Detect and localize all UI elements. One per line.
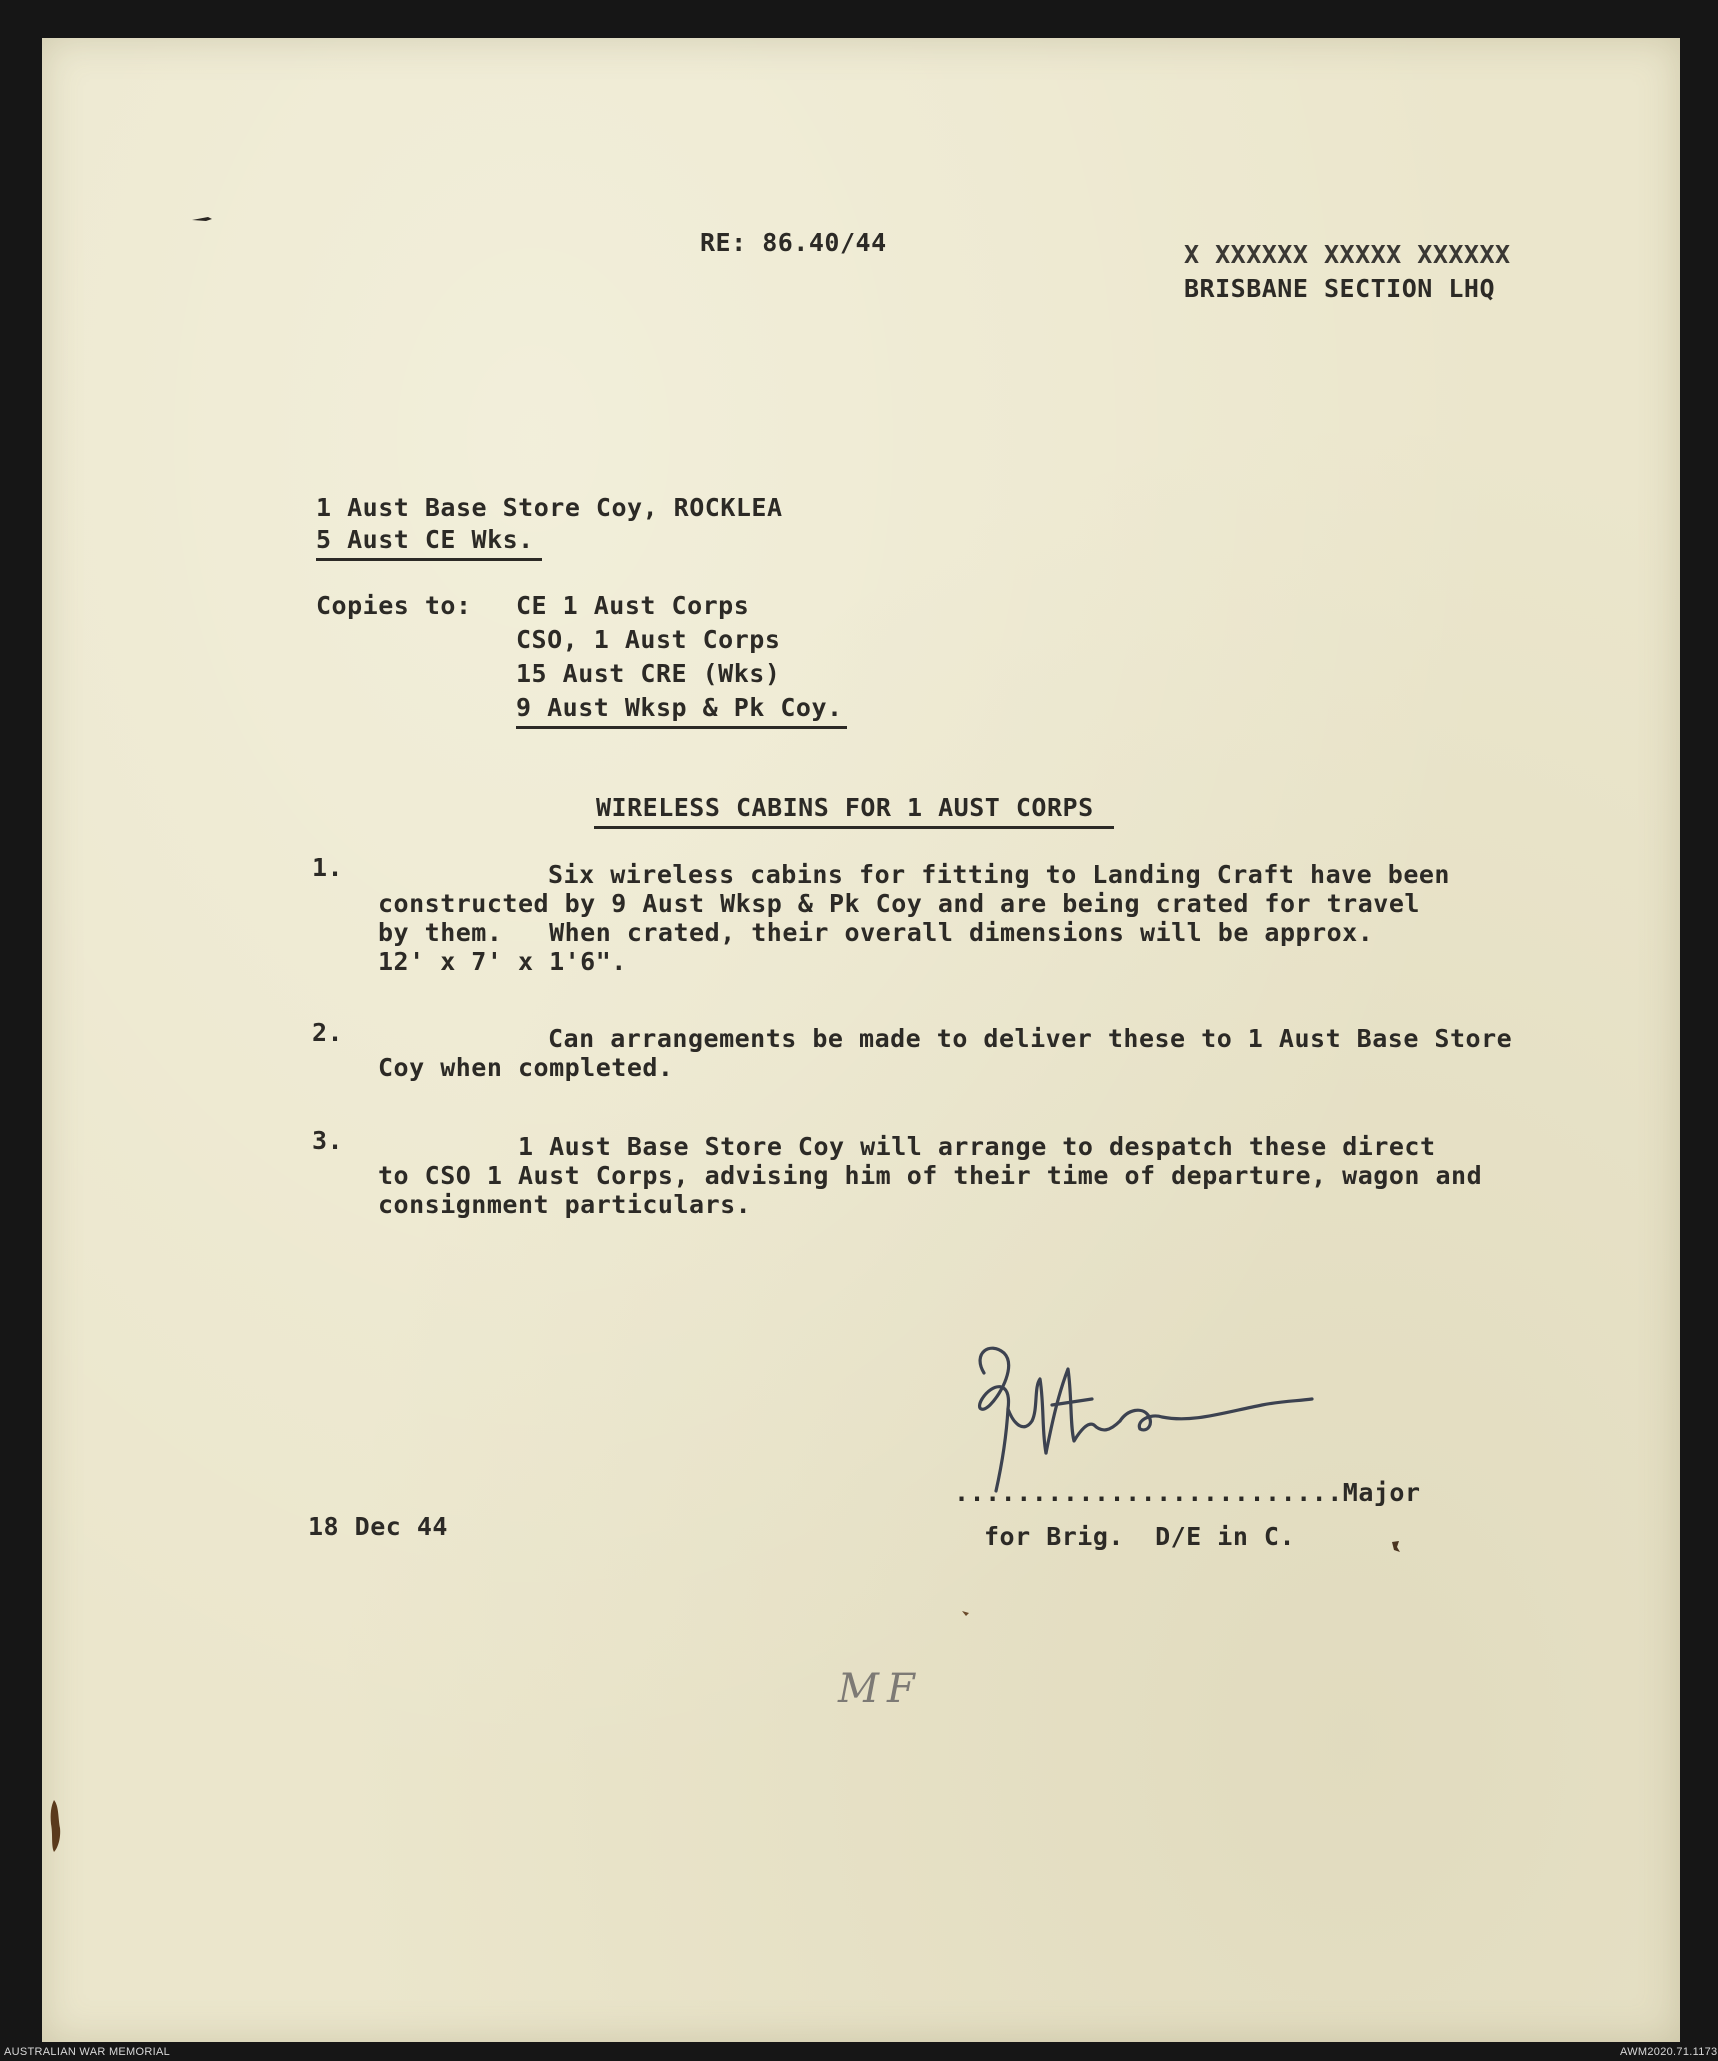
copies-label: Copies to: [316,591,472,620]
subject-heading: WIRELESS CABINS FOR 1 AUST CORPS [594,793,1114,829]
document-page [42,38,1680,2042]
handwritten-note: MF [838,1666,923,1712]
signatory-role: for Brig. D/E in C. [984,1522,1296,1551]
footer-accession-number: AWM2020.71.1173 [1620,2046,1718,2058]
footer-institution: AUSTRALIAN WAR MEMORIAL [4,2046,171,2058]
signature-line: .........................Major [954,1478,1421,1507]
addressee-2: 5 Aust CE Wks. [316,525,542,561]
header-struck-out: X XXXXXX XXXXX XXXXXX [1184,240,1511,269]
paragraph-3-text: 1 Aust Base Store Coy will arrange to despatch these direct to CSO 1 Aust Corps, advising him of their time of departure, wagon and consignment particulars. [378,1132,1483,1219]
ink-spot [1388,1538,1404,1556]
document-date: 18 Dec 44 [308,1512,448,1541]
addressee-1: 1 Aust Base Store Coy, ROCKLEA [316,493,783,522]
ink-spot [960,1608,972,1618]
paragraph-3-number: 3. [312,1126,344,1155]
ink-mark [190,212,214,226]
paragraph-2-number: 2. [312,1018,344,1047]
paragraph-1-text: Six wireless cabins for fitting to Landing Craft have been constructed by 9 Aust Wksp & Pk Coy and are being crated for travel by them. When crated, their overall dimensions will be approx. 12' x 7' x 1'6". [378,860,1450,976]
copies-item-1: CE 1 Aust Corps [516,591,750,620]
copies-item-2: CSO, 1 Aust Corps [516,625,781,654]
rust-stain [46,1798,66,1854]
paragraph-1-number: 1. [312,853,344,882]
copies-item-3: 15 Aust CRE (Wks) [516,659,781,688]
copies-item-4: 9 Aust Wksp & Pk Coy. [516,693,847,729]
header-section: BRISBANE SECTION LHQ [1184,274,1496,303]
paragraph-2-text: Can arrangements be made to deliver these to 1 Aust Base Store Coy when completed. [378,1024,1513,1082]
reference-number: RE: 86.40/44 [700,228,887,257]
